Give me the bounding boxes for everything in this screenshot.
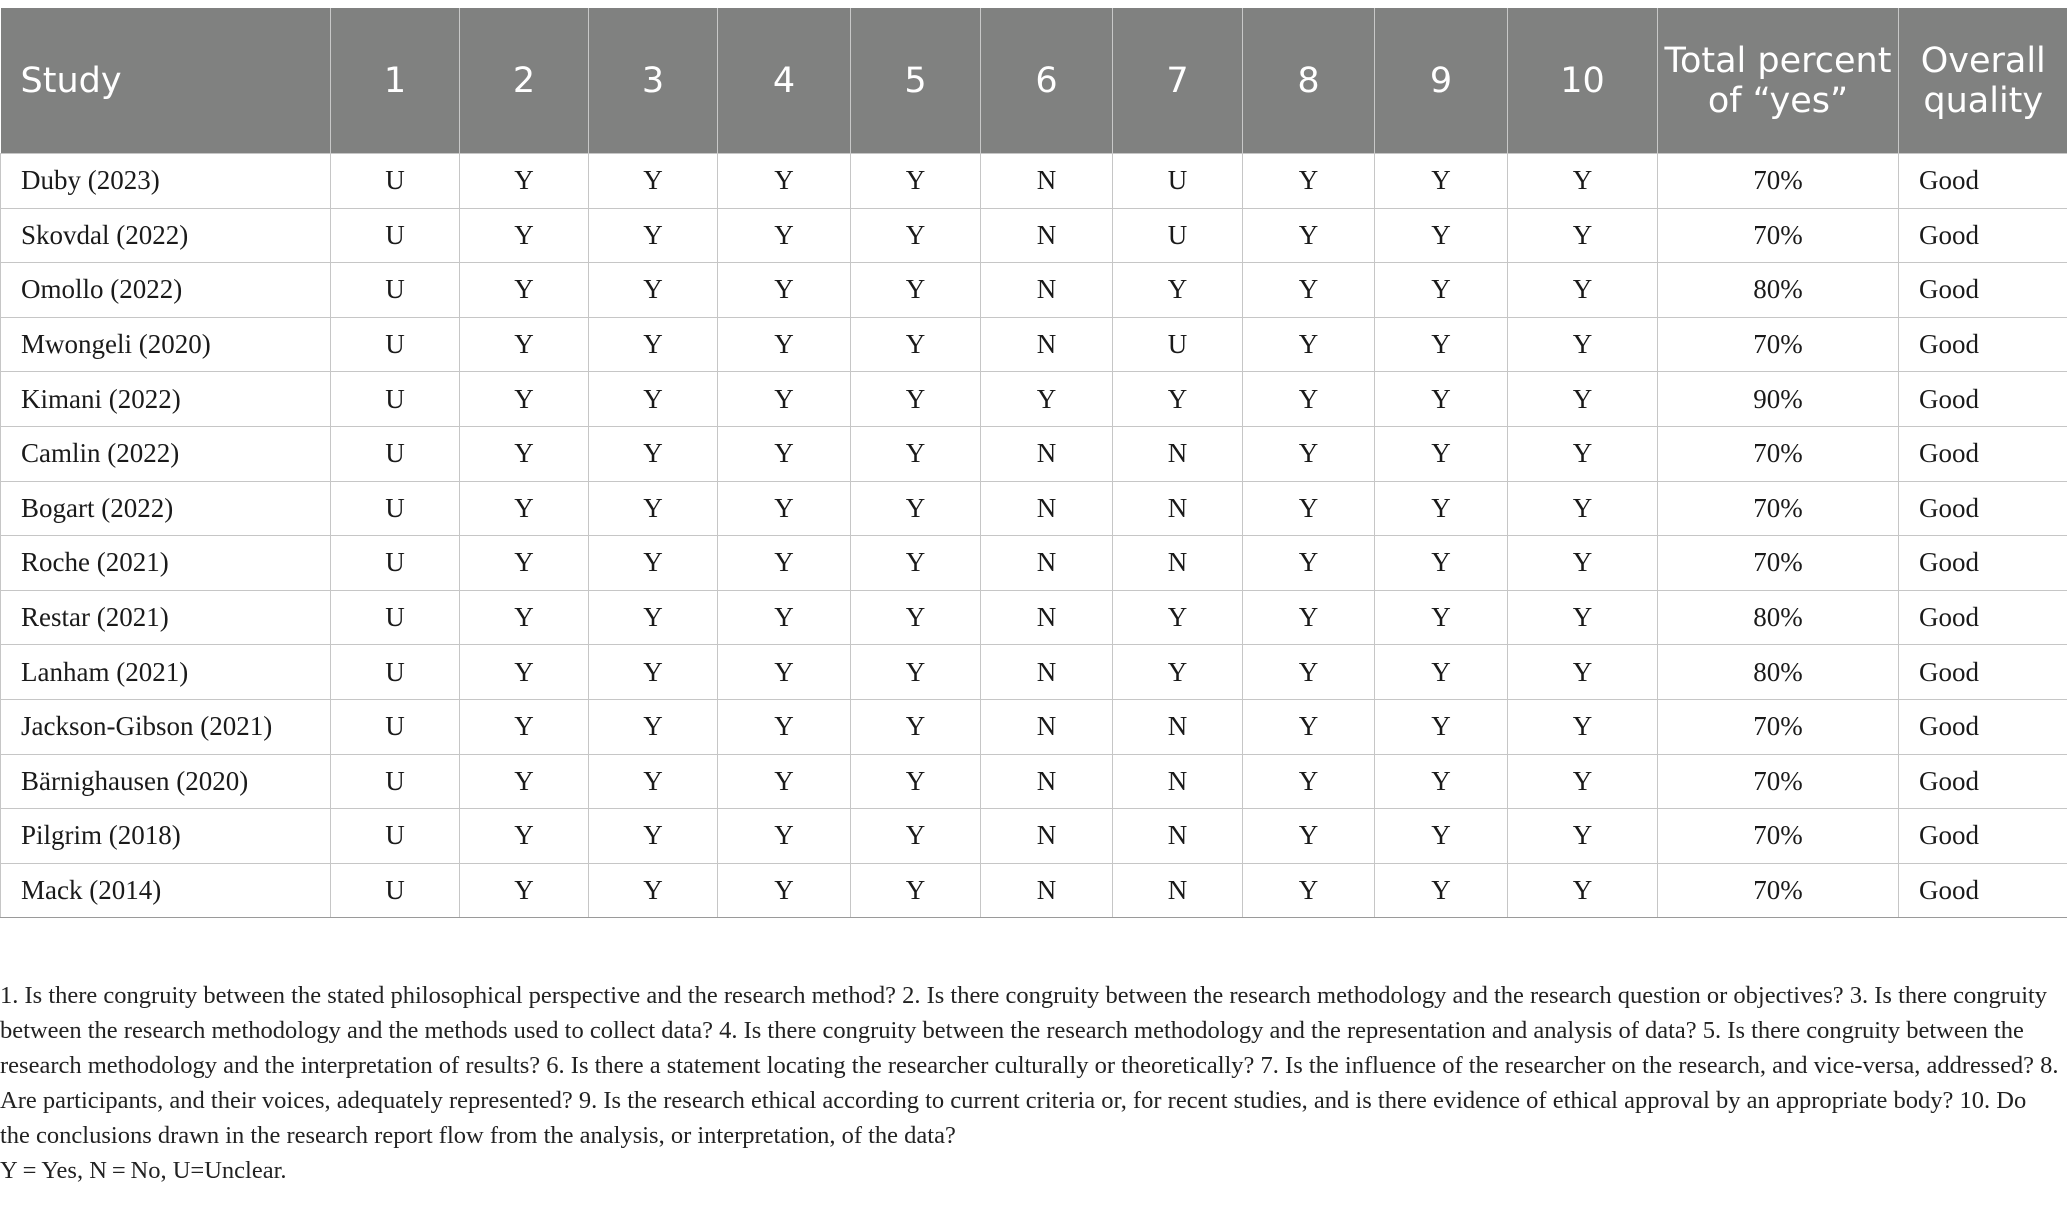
criterion-1-cell: U bbox=[331, 481, 460, 536]
footnote-legend: Y = Yes, N = No, U=Unclear. bbox=[0, 1157, 287, 1184]
criterion-2-cell: Y bbox=[460, 481, 589, 536]
criterion-4-cell: Y bbox=[718, 372, 851, 427]
table-row bbox=[1, 863, 2067, 918]
criterion-7-cell: Y bbox=[1113, 372, 1243, 427]
criterion-6-cell: N bbox=[981, 154, 1113, 209]
criterion-2-cell: Y bbox=[460, 590, 589, 645]
criterion-1-cell: U bbox=[331, 426, 460, 481]
criterion-2-cell: Y bbox=[460, 317, 589, 372]
total-percent-cell: 80% bbox=[1658, 645, 1899, 700]
criterion-3-cell: Y bbox=[589, 208, 718, 263]
criterion-4-cell: Y bbox=[718, 645, 851, 700]
table-row bbox=[1, 754, 2067, 809]
total-percent-cell: 70% bbox=[1658, 154, 1899, 209]
footnote-questions: 1. Is there congruity between the stated philosophical perspective and the research method? 2. Is there congruity between the research methodology and the research question or objectives? 3. Is there congruity between the research methodology and the methods used to collect data? 4. Is there congruity between the research methodology and the representation and analysis of data? 5. Is there congruity between the research methodology and the interpretation of results? 6. Is there a statement locating the researcher culturally or theoretically? 7. Is the influence of the researcher on the research, and vice-versa, addressed? 8. Are participants, and their voices, adequately represented? 9. Is the research ethical according to current criteria or, for recent studies, and is there evidence of ethical approval by an appropriate body? 10. Do the conclusions drawn in the research report flow from the analysis, or interpretation, of the data? bbox=[0, 982, 2059, 1149]
criterion-5-cell: Y bbox=[851, 481, 981, 536]
table-footnote bbox=[0, 978, 2060, 1188]
criterion-2-cell: Y bbox=[460, 263, 589, 318]
criterion-4-cell: Y bbox=[718, 154, 851, 209]
study-name-cell: Bogart (2022) bbox=[1, 481, 331, 536]
criterion-4-cell: Y bbox=[718, 481, 851, 536]
table-row bbox=[1, 372, 2067, 427]
criterion-9-cell: Y bbox=[1375, 809, 1508, 864]
criterion-9-cell: Y bbox=[1375, 590, 1508, 645]
criterion-9-cell: Y bbox=[1375, 263, 1508, 318]
criterion-8-cell: Y bbox=[1243, 645, 1375, 700]
study-name-cell: Mwongeli (2020) bbox=[1, 317, 331, 372]
header-criterion-10: 10 bbox=[1508, 8, 1658, 154]
criterion-6-cell: N bbox=[981, 863, 1113, 918]
criterion-2-cell: Y bbox=[460, 154, 589, 209]
criterion-3-cell: Y bbox=[589, 645, 718, 700]
total-percent-cell: 70% bbox=[1658, 863, 1899, 918]
criterion-4-cell: Y bbox=[718, 863, 851, 918]
criterion-5-cell: Y bbox=[851, 372, 981, 427]
criterion-10-cell: Y bbox=[1508, 481, 1658, 536]
criterion-3-cell: Y bbox=[589, 863, 718, 918]
criterion-3-cell: Y bbox=[589, 699, 718, 754]
overall-quality-cell: Good bbox=[1899, 372, 2067, 427]
overall-quality-cell: Good bbox=[1899, 208, 2067, 263]
header-criterion-1: 1 bbox=[331, 8, 460, 154]
study-name-cell: Kimani (2022) bbox=[1, 372, 331, 427]
criterion-7-cell: N bbox=[1113, 809, 1243, 864]
overall-quality-cell: Good bbox=[1899, 754, 2067, 809]
table-row bbox=[1, 208, 2067, 263]
criterion-7-cell: N bbox=[1113, 426, 1243, 481]
criterion-2-cell: Y bbox=[460, 754, 589, 809]
criterion-3-cell: Y bbox=[589, 263, 718, 318]
table-row bbox=[1, 536, 2067, 591]
criterion-2-cell: Y bbox=[460, 536, 589, 591]
criterion-10-cell: Y bbox=[1508, 426, 1658, 481]
criterion-6-cell: N bbox=[981, 590, 1113, 645]
criterion-5-cell: Y bbox=[851, 208, 981, 263]
table-row bbox=[1, 263, 2067, 318]
criterion-8-cell: Y bbox=[1243, 536, 1375, 591]
criterion-10-cell: Y bbox=[1508, 536, 1658, 591]
criterion-9-cell: Y bbox=[1375, 536, 1508, 591]
criterion-10-cell: Y bbox=[1508, 809, 1658, 864]
criterion-6-cell: N bbox=[981, 645, 1113, 700]
criterion-8-cell: Y bbox=[1243, 208, 1375, 263]
criterion-3-cell: Y bbox=[589, 426, 718, 481]
criterion-4-cell: Y bbox=[718, 317, 851, 372]
table-row bbox=[1, 317, 2067, 372]
criterion-5-cell: Y bbox=[851, 590, 981, 645]
criterion-1-cell: U bbox=[331, 590, 460, 645]
header-overall-quality: Overall quality bbox=[1899, 8, 2067, 154]
criterion-9-cell: Y bbox=[1375, 317, 1508, 372]
criterion-5-cell: Y bbox=[851, 536, 981, 591]
criterion-9-cell: Y bbox=[1375, 754, 1508, 809]
criterion-6-cell: N bbox=[981, 263, 1113, 318]
criterion-3-cell: Y bbox=[589, 809, 718, 864]
header-criterion-8: 8 bbox=[1243, 8, 1375, 154]
criterion-5-cell: Y bbox=[851, 645, 981, 700]
header-criterion-5: 5 bbox=[851, 8, 981, 154]
criterion-4-cell: Y bbox=[718, 536, 851, 591]
total-percent-cell: 70% bbox=[1658, 208, 1899, 263]
criterion-6-cell: N bbox=[981, 208, 1113, 263]
criterion-4-cell: Y bbox=[718, 208, 851, 263]
total-percent-cell: 90% bbox=[1658, 372, 1899, 427]
criterion-10-cell: Y bbox=[1508, 863, 1658, 918]
criterion-5-cell: Y bbox=[851, 263, 981, 318]
table-row bbox=[1, 154, 2067, 209]
criterion-9-cell: Y bbox=[1375, 372, 1508, 427]
criterion-5-cell: Y bbox=[851, 154, 981, 209]
criterion-10-cell: Y bbox=[1508, 699, 1658, 754]
criterion-8-cell: Y bbox=[1243, 590, 1375, 645]
study-name-cell: Pilgrim (2018) bbox=[1, 809, 331, 864]
table-body bbox=[1, 154, 2067, 918]
total-percent-cell: 80% bbox=[1658, 263, 1899, 318]
criterion-1-cell: U bbox=[331, 263, 460, 318]
table-header-row bbox=[1, 8, 2067, 154]
header-total-percent: Total percent of “yes” bbox=[1658, 8, 1899, 154]
criterion-10-cell: Y bbox=[1508, 590, 1658, 645]
criterion-7-cell: U bbox=[1113, 154, 1243, 209]
total-percent-cell: 70% bbox=[1658, 426, 1899, 481]
criterion-4-cell: Y bbox=[718, 263, 851, 318]
criterion-7-cell: Y bbox=[1113, 645, 1243, 700]
criterion-1-cell: U bbox=[331, 754, 460, 809]
overall-quality-cell: Good bbox=[1899, 481, 2067, 536]
quality-table-container bbox=[0, 8, 2067, 918]
study-name-cell: Omollo (2022) bbox=[1, 263, 331, 318]
criterion-4-cell: Y bbox=[718, 590, 851, 645]
criterion-7-cell: U bbox=[1113, 208, 1243, 263]
criterion-8-cell: Y bbox=[1243, 426, 1375, 481]
criterion-1-cell: U bbox=[331, 372, 460, 427]
criterion-9-cell: Y bbox=[1375, 426, 1508, 481]
study-name-cell: Bärnighausen (2020) bbox=[1, 754, 331, 809]
criterion-5-cell: Y bbox=[851, 754, 981, 809]
criterion-3-cell: Y bbox=[589, 590, 718, 645]
table-row bbox=[1, 426, 2067, 481]
criterion-10-cell: Y bbox=[1508, 317, 1658, 372]
criterion-2-cell: Y bbox=[460, 372, 589, 427]
overall-quality-cell: Good bbox=[1899, 590, 2067, 645]
criterion-3-cell: Y bbox=[589, 481, 718, 536]
overall-quality-cell: Good bbox=[1899, 809, 2067, 864]
criterion-1-cell: U bbox=[331, 317, 460, 372]
criterion-6-cell: N bbox=[981, 754, 1113, 809]
criterion-1-cell: U bbox=[331, 699, 460, 754]
study-name-cell: Lanham (2021) bbox=[1, 645, 331, 700]
criterion-10-cell: Y bbox=[1508, 754, 1658, 809]
criterion-10-cell: Y bbox=[1508, 154, 1658, 209]
criterion-8-cell: Y bbox=[1243, 154, 1375, 209]
criterion-9-cell: Y bbox=[1375, 481, 1508, 536]
criterion-7-cell: U bbox=[1113, 317, 1243, 372]
total-percent-cell: 70% bbox=[1658, 317, 1899, 372]
header-criterion-7: 7 bbox=[1113, 8, 1243, 154]
table-row bbox=[1, 645, 2067, 700]
criterion-9-cell: Y bbox=[1375, 699, 1508, 754]
criterion-6-cell: Y bbox=[981, 372, 1113, 427]
criterion-7-cell: Y bbox=[1113, 263, 1243, 318]
study-name-cell: Skovdal (2022) bbox=[1, 208, 331, 263]
criterion-6-cell: N bbox=[981, 809, 1113, 864]
quality-appraisal-table bbox=[0, 8, 2067, 918]
study-name-cell: Restar (2021) bbox=[1, 590, 331, 645]
criterion-10-cell: Y bbox=[1508, 263, 1658, 318]
criterion-9-cell: Y bbox=[1375, 863, 1508, 918]
criterion-10-cell: Y bbox=[1508, 645, 1658, 700]
header-criterion-9: 9 bbox=[1375, 8, 1508, 154]
overall-quality-cell: Good bbox=[1899, 699, 2067, 754]
study-name-cell: Mack (2014) bbox=[1, 863, 331, 918]
criterion-1-cell: U bbox=[331, 809, 460, 864]
criterion-1-cell: U bbox=[331, 536, 460, 591]
total-percent-cell: 70% bbox=[1658, 481, 1899, 536]
criterion-1-cell: U bbox=[331, 208, 460, 263]
criterion-3-cell: Y bbox=[589, 154, 718, 209]
study-name-cell: Roche (2021) bbox=[1, 536, 331, 591]
criterion-2-cell: Y bbox=[460, 809, 589, 864]
total-percent-cell: 70% bbox=[1658, 536, 1899, 591]
criterion-10-cell: Y bbox=[1508, 208, 1658, 263]
criterion-3-cell: Y bbox=[589, 372, 718, 427]
criterion-9-cell: Y bbox=[1375, 154, 1508, 209]
criterion-3-cell: Y bbox=[589, 317, 718, 372]
criterion-7-cell: N bbox=[1113, 481, 1243, 536]
criterion-6-cell: N bbox=[981, 536, 1113, 591]
criterion-7-cell: Y bbox=[1113, 590, 1243, 645]
criterion-6-cell: N bbox=[981, 317, 1113, 372]
table-row bbox=[1, 809, 2067, 864]
criterion-8-cell: Y bbox=[1243, 317, 1375, 372]
criterion-8-cell: Y bbox=[1243, 809, 1375, 864]
criterion-4-cell: Y bbox=[718, 426, 851, 481]
criterion-3-cell: Y bbox=[589, 754, 718, 809]
overall-quality-cell: Good bbox=[1899, 645, 2067, 700]
criterion-9-cell: Y bbox=[1375, 208, 1508, 263]
total-percent-cell: 70% bbox=[1658, 809, 1899, 864]
overall-quality-cell: Good bbox=[1899, 426, 2067, 481]
criterion-1-cell: U bbox=[331, 645, 460, 700]
criterion-2-cell: Y bbox=[460, 863, 589, 918]
total-percent-cell: 70% bbox=[1658, 699, 1899, 754]
header-criterion-6: 6 bbox=[981, 8, 1113, 154]
table-row bbox=[1, 699, 2067, 754]
criterion-8-cell: Y bbox=[1243, 754, 1375, 809]
overall-quality-cell: Good bbox=[1899, 536, 2067, 591]
criterion-10-cell: Y bbox=[1508, 372, 1658, 427]
overall-quality-cell: Good bbox=[1899, 863, 2067, 918]
study-name-cell: Jackson-Gibson (2021) bbox=[1, 699, 331, 754]
criterion-5-cell: Y bbox=[851, 863, 981, 918]
criterion-5-cell: Y bbox=[851, 317, 981, 372]
criterion-6-cell: N bbox=[981, 481, 1113, 536]
criterion-1-cell: U bbox=[331, 863, 460, 918]
criterion-3-cell: Y bbox=[589, 536, 718, 591]
criterion-7-cell: N bbox=[1113, 863, 1243, 918]
overall-quality-cell: Good bbox=[1899, 317, 2067, 372]
criterion-8-cell: Y bbox=[1243, 699, 1375, 754]
criterion-2-cell: Y bbox=[460, 208, 589, 263]
criterion-4-cell: Y bbox=[718, 699, 851, 754]
criterion-9-cell: Y bbox=[1375, 645, 1508, 700]
criterion-6-cell: N bbox=[981, 699, 1113, 754]
study-name-cell: Duby (2023) bbox=[1, 154, 331, 209]
criterion-5-cell: Y bbox=[851, 426, 981, 481]
table-row bbox=[1, 481, 2067, 536]
criterion-5-cell: Y bbox=[851, 809, 981, 864]
criterion-8-cell: Y bbox=[1243, 481, 1375, 536]
criterion-4-cell: Y bbox=[718, 809, 851, 864]
total-percent-cell: 80% bbox=[1658, 590, 1899, 645]
criterion-2-cell: Y bbox=[460, 645, 589, 700]
criterion-8-cell: Y bbox=[1243, 863, 1375, 918]
header-criterion-3: 3 bbox=[589, 8, 718, 154]
header-criterion-4: 4 bbox=[718, 8, 851, 154]
study-name-cell: Camlin (2022) bbox=[1, 426, 331, 481]
header-study: Study bbox=[1, 8, 331, 154]
criterion-5-cell: Y bbox=[851, 699, 981, 754]
criterion-2-cell: Y bbox=[460, 426, 589, 481]
criterion-8-cell: Y bbox=[1243, 372, 1375, 427]
criterion-7-cell: N bbox=[1113, 536, 1243, 591]
criterion-7-cell: N bbox=[1113, 754, 1243, 809]
overall-quality-cell: Good bbox=[1899, 154, 2067, 209]
total-percent-cell: 70% bbox=[1658, 754, 1899, 809]
overall-quality-cell: Good bbox=[1899, 263, 2067, 318]
criterion-8-cell: Y bbox=[1243, 263, 1375, 318]
criterion-2-cell: Y bbox=[460, 699, 589, 754]
header-criterion-2: 2 bbox=[460, 8, 589, 154]
criterion-7-cell: N bbox=[1113, 699, 1243, 754]
criterion-4-cell: Y bbox=[718, 754, 851, 809]
criterion-6-cell: N bbox=[981, 426, 1113, 481]
table-row bbox=[1, 590, 2067, 645]
criterion-1-cell: U bbox=[331, 154, 460, 209]
